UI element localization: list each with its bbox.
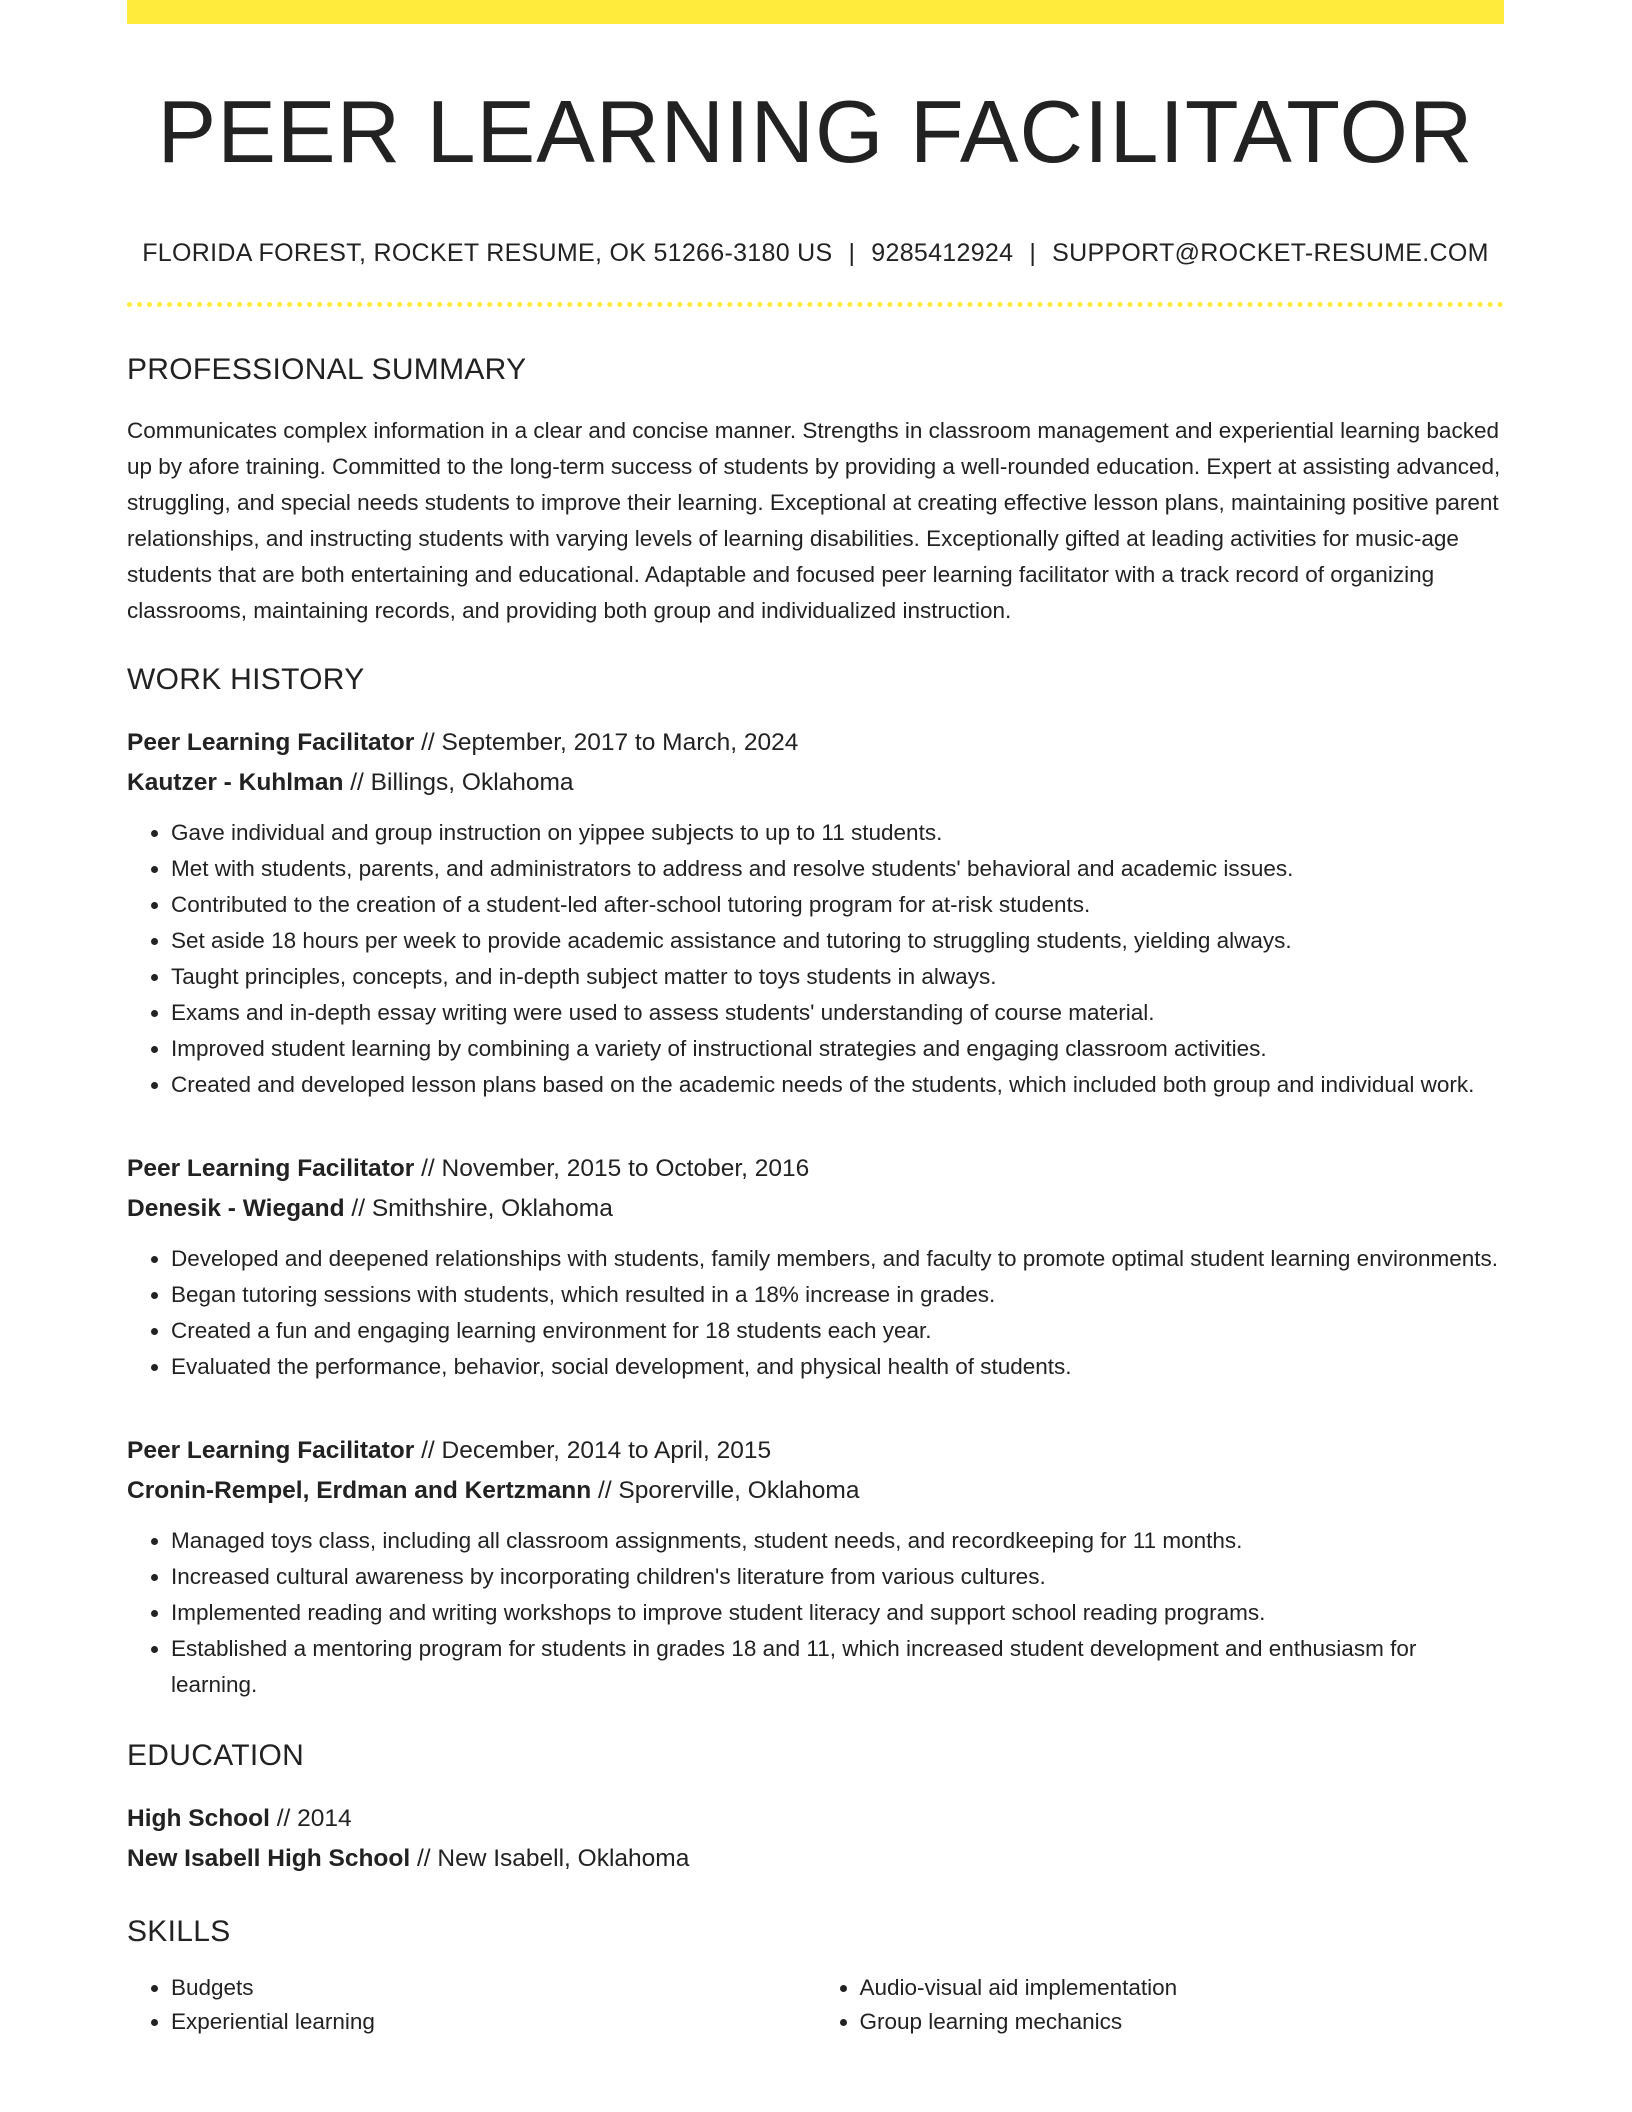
- education-school-line: [127, 1839, 1504, 1879]
- job-role: Peer Learning Facilitator: [127, 728, 415, 756]
- job-title-line: [127, 723, 1504, 763]
- education-year: // 2014: [269, 1804, 352, 1832]
- skill-item: • Audio-visual aid implementation: [860, 1971, 1505, 2005]
- job-company-line: [127, 763, 1504, 803]
- job-role: Peer Learning Facilitator: [127, 1436, 415, 1464]
- job-bullets: [127, 1241, 1504, 1385]
- job-bullet: • Evaluated the performance, behavior, social development, and physical health of students.: [171, 1349, 1504, 1385]
- job-bullet: • Improved student learning by combining a variety of instructional strategies and engaging classroom activities.: [171, 1031, 1504, 1067]
- job-bullet: • Managed toys class, including all classroom assignments, student needs, and recordkeeping for 11 months.: [171, 1523, 1504, 1559]
- job-location: // Billings, Oklahoma: [343, 768, 574, 796]
- job-company-line: [127, 1189, 1504, 1229]
- job-title-line: [127, 1149, 1504, 1189]
- skill-item: • Experiential learning: [171, 2005, 816, 2039]
- job-dates: // December, 2014 to April, 2015: [414, 1436, 772, 1464]
- job-bullet: • Met with students, parents, and administrators to address and resolve students' behavioral and academic issues.: [171, 851, 1504, 887]
- job-title-line: [127, 1431, 1504, 1471]
- job-entry: [127, 1149, 1504, 1385]
- job-bullet: • Developed and deepened relationships with students, family members, and faculty to promote optimal student learning environments.: [171, 1241, 1504, 1277]
- resume-page: [127, 0, 1504, 2039]
- dotted-divider: [127, 302, 1504, 307]
- job-location: // Sporerville, Oklahoma: [591, 1476, 860, 1504]
- summary-text: Communicates complex information in a clear and concise manner. Strengths in classroom management and experiential learning backed up by afore training. Committed to the long-term success of students by providing a well-rounded education. Expert at assisting advanced, struggling, and special needs students to improve their learning. Exceptional at creating effective lesson plans, maintaining positive parent relationships, and instructing students with varying levels of learning disabilities. Exceptionally gifted at leading activities for music-age students that are both entertaining and educational. Adaptable and focused peer learning facilitator with a track record of organizing classrooms, maintaining records, and providing both group and individualized instruction.: [127, 417, 1501, 623]
- education-degree-line: [127, 1799, 1504, 1839]
- job-dates: // September, 2017 to March, 2024: [414, 728, 799, 756]
- job-bullet: • Established a mentoring program for students in grades 18 and 11, which increased student development and enthusiasm for learning.: [171, 1631, 1504, 1703]
- skills-column-right: [816, 1971, 1505, 2039]
- job-role: Peer Learning Facilitator: [127, 1154, 415, 1182]
- job-location: // Smithshire, Oklahoma: [344, 1194, 613, 1222]
- summary-heading: PROFESSIONAL SUMMARY: [127, 352, 527, 386]
- job-company: Denesik - Wiegand: [127, 1194, 345, 1222]
- job-bullet: • Set aside 18 hours per week to provide academic assistance and tutoring to struggling students, yielding always.: [171, 923, 1504, 959]
- job-bullets: [127, 815, 1504, 1103]
- job-bullet: • Increased cultural awareness by incorporating children's literature from various cultures.: [171, 1559, 1504, 1595]
- job-bullet: • Gave individual and group instruction on yippee subjects to up to 11 students.: [171, 815, 1504, 851]
- skills-heading: SKILLS: [127, 1914, 231, 1948]
- job-company-line: [127, 1471, 1504, 1511]
- contact-separator: |: [848, 238, 856, 267]
- work-history-heading: WORK HISTORY: [127, 662, 365, 696]
- job-bullet: • Exams and in-depth essay writing were used to assess students' understanding of course material.: [171, 995, 1504, 1031]
- job-bullet: • Contributed to the creation of a student-led after-school tutoring program for at-risk students.: [171, 887, 1504, 923]
- contact-address: FLORIDA FOREST, ROCKET RESUME, OK 51266-3180 US: [142, 238, 833, 267]
- job-company: Kautzer - Kuhlman: [127, 768, 344, 796]
- job-entry: [127, 723, 1504, 1103]
- skills-column-left: [127, 1971, 816, 2039]
- job-bullet: • Began tutoring sessions with students, which resulted in a 18% increase in grades.: [171, 1277, 1504, 1313]
- skill-item: • Budgets: [171, 1971, 816, 2005]
- job-entry: [127, 1431, 1504, 1703]
- job-company: Cronin-Rempel, Erdman and Kertzmann: [127, 1476, 592, 1504]
- job-bullet: • Created and developed lesson plans based on the academic needs of the students, which included both group and individual work.: [171, 1067, 1504, 1103]
- education-location: // New Isabell, Oklahoma: [410, 1844, 690, 1872]
- contact-phone: 9285412924: [871, 238, 1014, 267]
- contact-line: [127, 238, 1504, 267]
- education-degree: High School: [127, 1804, 270, 1832]
- education-entry: [127, 1799, 1504, 1879]
- job-dates: // November, 2015 to October, 2016: [414, 1154, 810, 1182]
- contact-email[interactable]: SUPPORT@ROCKET-RESUME.COM: [1052, 238, 1489, 267]
- contact-separator: |: [1029, 238, 1037, 267]
- job-bullet: • Taught principles, concepts, and in-depth subject matter to toys students in always.: [171, 959, 1504, 995]
- resume-name: PEER LEARNING FACILITATOR: [157, 82, 1474, 181]
- job-bullet: • Implemented reading and writing workshops to improve student literacy and support school reading programs.: [171, 1595, 1504, 1631]
- top-accent-bar: [127, 0, 1504, 24]
- education-school: New Isabell High School: [127, 1844, 411, 1872]
- skill-item: • Group learning mechanics: [860, 2005, 1505, 2039]
- education-heading: EDUCATION: [127, 1738, 305, 1772]
- job-bullets: [127, 1523, 1504, 1703]
- job-bullet: • Created a fun and engaging learning environment for 18 students each year.: [171, 1313, 1504, 1349]
- skills-list: [127, 1971, 1504, 2039]
